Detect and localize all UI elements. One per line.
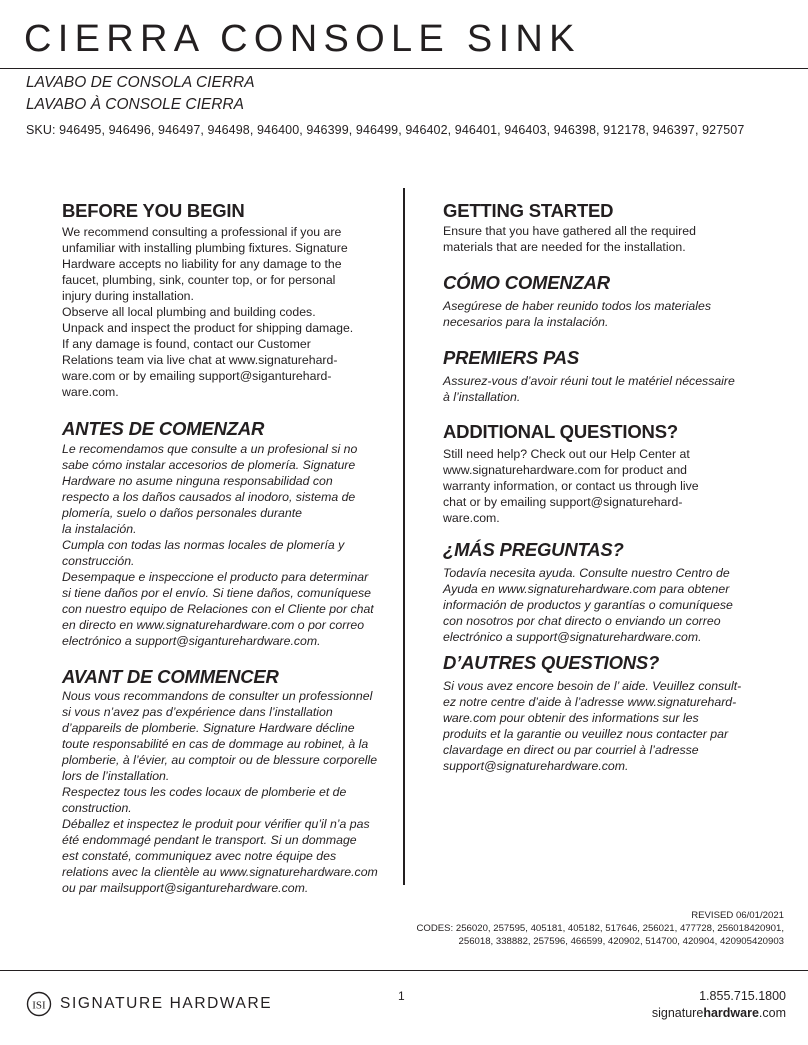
section-heading: BEFORE YOU BEGIN xyxy=(62,200,245,221)
text-line: chat or by emailing support@signaturehard- xyxy=(443,495,683,509)
text-line: produits et la garantie ou veuillez nous contacter par xyxy=(443,727,729,741)
section-heading: CÓMO COMENZAR xyxy=(443,272,610,293)
column-divider xyxy=(403,188,405,885)
text-line: warranty information, or contact us through live xyxy=(443,479,699,493)
section-d-autres-questions xyxy=(443,652,748,774)
section-heading: AVANT DE COMMENCER xyxy=(62,666,279,687)
section-avant-de-commencer xyxy=(62,666,378,896)
text-line: injury during installation. xyxy=(62,289,194,303)
text-line: Déballez et inspectez le produit pour vérifier qu’il n’a pas xyxy=(62,817,370,831)
text-line: Cumpla con todas las normas locales de plomería y xyxy=(62,538,345,552)
text-line: construction. xyxy=(62,801,132,815)
text-line: 420901, 256018, 338882, 257596, 466599, 420902, 514700, 420904, 420905 xyxy=(458,923,784,947)
section-body xyxy=(443,223,748,255)
text-line: unfamiliar with installing plumbing fixtures. Signature xyxy=(62,241,348,255)
text-line: electrónico a support@siganturehardware.com. xyxy=(62,634,321,648)
text-line: en directo en www.signaturehardware.com o por correo xyxy=(62,618,365,632)
website-bold: hardware xyxy=(703,1006,759,1020)
text-line: Respectez tous les codes locaux de plomberie et de xyxy=(62,785,347,799)
section-heading: GETTING STARTED xyxy=(443,200,614,221)
section-body xyxy=(443,298,748,330)
text-line: si vous n’avez pas d’expérience dans l’installation xyxy=(62,705,333,719)
text-line: la instalación. xyxy=(62,522,137,536)
website-link[interactable] xyxy=(652,1005,786,1022)
section-before-you-begin xyxy=(62,200,367,400)
section-getting-started xyxy=(443,200,748,255)
text-line: Relations team via live chat at www.signaturehard- xyxy=(62,353,338,367)
text-line: Unpack and inspect the product for shipping damage. xyxy=(62,321,354,335)
section-como-comenzar xyxy=(443,272,748,330)
text-line: à l’installation. xyxy=(443,390,521,404)
brand-logo xyxy=(26,991,272,1017)
text-line: sabe cómo instalar accesorios de plomería. Signature xyxy=(62,458,356,472)
section-body xyxy=(443,446,748,526)
text-line: Ayuda en www.signaturehardware.com para obtener xyxy=(443,582,730,596)
text-line: Assurez-vous d’avoir réuni tout le matériel nécessaire xyxy=(443,374,735,388)
text-line: plomería, suelo o daños personales durante xyxy=(62,506,302,520)
section-heading: ¿MÁS PREGUNTAS? xyxy=(443,539,624,560)
section-mas-preguntas xyxy=(443,539,748,645)
text-line: ware.com pour obtenir des informations sur les xyxy=(443,711,699,725)
text-line: clavardage en direct ou par courriel à l’adresse xyxy=(443,743,699,757)
codes-list xyxy=(384,922,784,948)
text-line: con nosotros por chat directo o enviando un correo xyxy=(443,614,721,628)
revision-codes xyxy=(384,909,784,948)
text-line: Si vous avez encore besoin de l’ aide. Veuillez consult- xyxy=(443,679,742,693)
brand-name: SIGNATURE HARDWARE xyxy=(60,995,273,1012)
text-line: construcción. xyxy=(62,554,135,568)
text-line: si tiene daños por el envío. Si tiene daños, comuníquese xyxy=(62,586,371,600)
text-line: ware.com. xyxy=(443,511,500,525)
text-line: relations avec la clientèle au www.signaturehardware.com xyxy=(62,865,378,879)
text-line: 420903 xyxy=(751,936,784,947)
section-body xyxy=(62,688,378,896)
section-heading: D’AUTRES QUESTIONS? xyxy=(443,652,660,673)
text-line: We recommend consulting a professional if you are xyxy=(62,225,342,239)
text-line: respecto a los daños causados al inodoro, sistema de xyxy=(62,490,356,504)
section-heading: ANTES DE COMENZAR xyxy=(62,418,265,439)
section-body xyxy=(62,224,367,400)
section-heading: PREMIERS PAS xyxy=(443,347,580,368)
text-line: Hardware no asume ninguna responsabilidad con xyxy=(62,474,333,488)
text-line: Nous vous recommandons de consulter un professionnel xyxy=(62,689,373,703)
section-antes-de-comenzar xyxy=(62,418,374,649)
text-line: Hardware accepts no liability for any damage to the xyxy=(62,257,342,271)
text-line: faucet, plumbing, sink, counter top, or for personal xyxy=(62,273,336,287)
subtitle-french: LAVABO À CONSOLE CIERRA xyxy=(26,96,244,113)
section-premiers-pas xyxy=(443,347,748,405)
text-line: plomberie, à l’évier, au comptoir ou de blessure corporelle xyxy=(62,753,378,767)
text-line: electrónico a support@signaturehardware.com. xyxy=(443,630,702,644)
logo-mark-text: ISI xyxy=(32,999,46,1012)
footer-rule xyxy=(0,970,808,971)
text-line: ez notre centre d’aide à l’adresse www.signaturehard- xyxy=(443,695,737,709)
page-title: CIERRA CONSOLE SINK xyxy=(24,18,581,60)
text-line: lors de l’installation. xyxy=(62,769,170,783)
text-line: Still need help? Check out our Help Center at xyxy=(443,447,690,461)
revised-date: REVISED 06/01/2021 xyxy=(691,910,784,921)
text-line: été endommagé pendant le transport. Si un dommage xyxy=(62,833,357,847)
text-line: toute responsabilité en cas de dommage au robinet, à la xyxy=(62,737,369,751)
website-prefix: signature xyxy=(651,1006,704,1020)
text-line: d’appareils de plomberie. Signature Hardware décline xyxy=(62,721,355,735)
page-number: 1 xyxy=(398,989,405,1003)
subtitle-spanish: LAVABO DE CONSOLA CIERRA xyxy=(26,74,255,91)
text-line: Le recomendamos que consulte a un profesional si no xyxy=(62,442,358,456)
section-body xyxy=(62,441,374,649)
text-line: Ensure that you have gathered all the required xyxy=(443,224,696,238)
text-line: If any damage is found, contact our Customer xyxy=(62,337,311,351)
text-line: materials that are needed for the installation. xyxy=(443,240,686,254)
text-line: ou par mailsupport@siganturehardware.com. xyxy=(62,881,309,895)
section-body xyxy=(443,678,748,774)
contact-info xyxy=(652,988,786,1022)
phone-number: 1.855.715.1800 xyxy=(699,989,786,1003)
text-line: support@signaturehardware.com. xyxy=(443,759,629,773)
text-line: ware.com or by emailing support@siganturehard- xyxy=(62,369,332,383)
header-rule xyxy=(0,68,808,69)
sku-list: SKU: 946495, 946496, 946497, 946498, 946400, 946399, 946499, 946402, 946401, 946403, 946398, 912178, 946397, 927507 xyxy=(26,123,745,137)
text-line: ware.com. xyxy=(62,385,119,399)
section-additional-questions xyxy=(443,421,748,526)
section-heading: ADDITIONAL QUESTIONS? xyxy=(443,421,678,442)
text-line: Asegúrese de haber reunido todos los materiales xyxy=(443,299,711,313)
text-line: CODES: 256020, 257595, 405181, 405182, 517646, 256021, 477728, 256018 xyxy=(416,923,750,934)
website-suffix: .com xyxy=(758,1006,786,1020)
section-body xyxy=(443,565,748,645)
text-line: necesarios para la instalación. xyxy=(443,315,609,329)
signature-logo-icon xyxy=(26,991,52,1017)
section-body xyxy=(443,373,748,405)
text-line: con nuestro equipo de Relaciones con el Cliente por chat xyxy=(62,602,374,616)
text-line: Observe all local plumbing and building codes. xyxy=(62,305,316,319)
text-line: www.signaturehardware.com for product and xyxy=(443,463,688,477)
text-line: est constaté, communiquez avec notre équipe des xyxy=(62,849,337,863)
text-line: Desempaque e inspeccione el producto para determinar xyxy=(62,570,369,584)
text-line: Todavía necesita ayuda. Consulte nuestro Centro de xyxy=(443,566,730,580)
text-line: información de productos y garantías o comuníquese xyxy=(443,598,733,612)
